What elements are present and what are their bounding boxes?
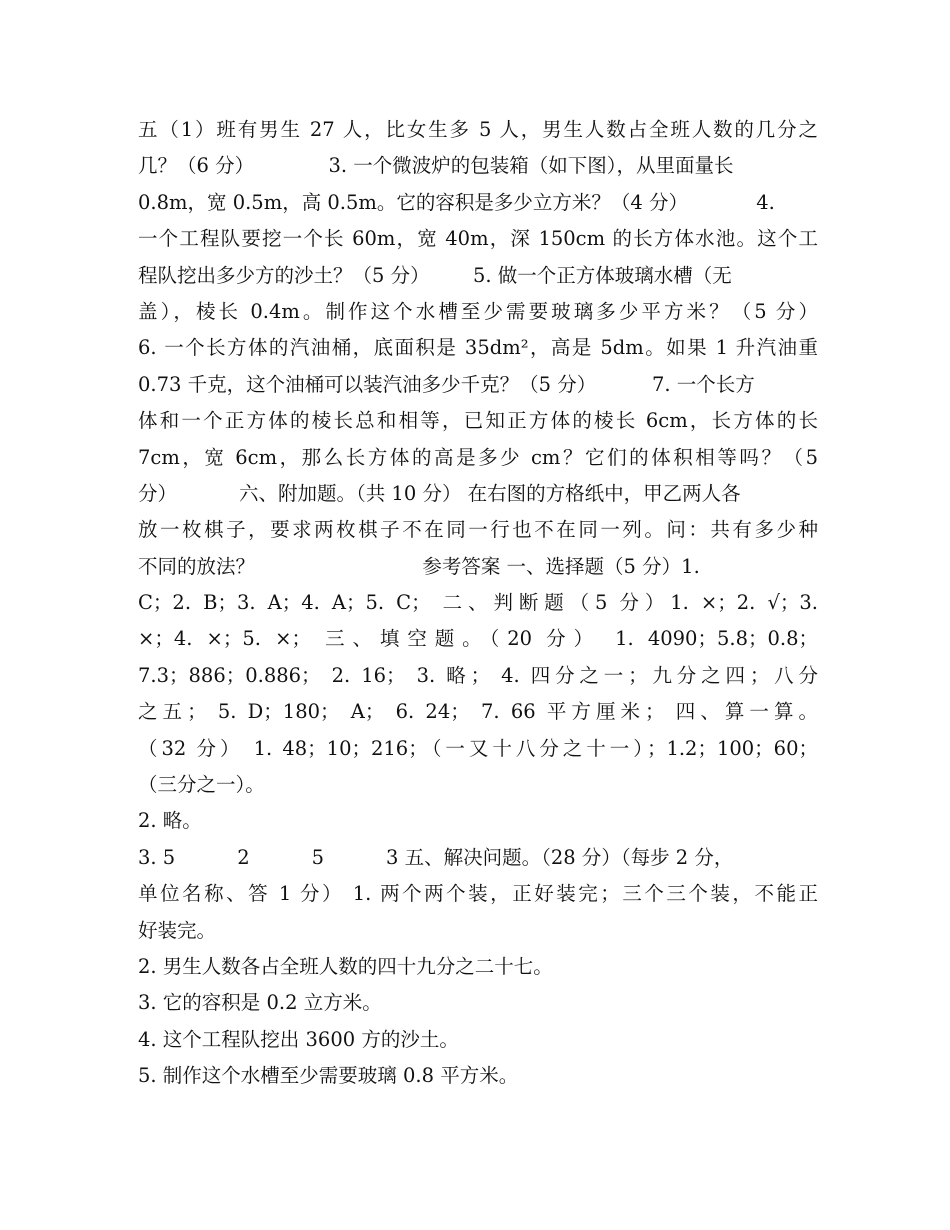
text-line: ×；4. ×；5. ×； 三、填空题。（20 分） 1. 4090；5.8；0.8； [138, 627, 818, 651]
text-line: 0.8m，宽 0.5m，高 0.5m。它的容积是多少立方米？（4 分） 4. [138, 190, 775, 214]
text-line: 7cm，宽 6cm，那么长方体的高是多少 cm？它们的体积相等吗？（5 [138, 445, 818, 469]
text-line: 体和一个正方体的棱长总和相等，已知正方体的棱长 6cm，长方体的长 [138, 409, 818, 433]
text-line: （三分之一）。 [138, 773, 265, 797]
text-line: 4. 这个工程队挖出 3600 方的沙土。 [138, 1027, 459, 1051]
text-line: 2. 略。 [138, 809, 202, 833]
document-page [138, 112, 818, 1095]
text-line: 3. 5 2 5 3 五、解决问题。（28 分）（每步 2 分， [138, 845, 734, 869]
text-line: C；2. B；3. A；4. A；5. C； 二、判断题（5 分）1. ×；2. √；3. [138, 591, 818, 615]
text-line: 程队挖出多少方的沙土？（5 分） 5. 做一个正方体玻璃水槽（无 [138, 263, 732, 287]
text-line: 7.3；886；0.886； 2. 16； 3. 略； 4. 四分之一；九分之四；八分 [138, 663, 818, 687]
text-line: 好装完。 [138, 918, 217, 942]
text-line: 0.73 千克，这个油桶可以装汽油多少千克？（5 分） 7. 一个长方 [138, 372, 755, 396]
text-line: 5. 制作这个水槽至少需要玻璃 0.8 平方米。 [138, 1064, 519, 1088]
text-line: 6. 一个长方体的汽油桶，底面积是 35dm²，高是 5dm。如果 1 升汽油重 [138, 336, 818, 360]
text-line: 不同的放法？ 参考答案 一、选择题（5 分）1. [138, 554, 700, 578]
text-line: 2. 男生人数各占全班人数的四十九分之二十七。 [138, 954, 553, 978]
text-line: 放一枚棋子，要求两枚棋子不在同一行也不在同一列。问：共有多少种 [138, 518, 818, 542]
text-line: 盖），棱长 0.4m。制作这个水槽至少需要玻璃多少平方米？（5 分） [138, 299, 818, 323]
text-line: 单位名称、答 1 分） 1. 两个两个装，正好装完；三个三个装，不能正 [138, 882, 818, 906]
text-line: 几？（6 分） 3. 一个微波炉的包装箱（如下图），从里面量长 [138, 154, 734, 178]
text-line: 3. 它的容积是 0.2 立方米。 [138, 991, 382, 1015]
text-line: 之五； 5. D；180； A； 6. 24； 7. 66 平方厘米； 四、算一算。 [138, 700, 818, 724]
text-line: 一个工程队要挖一个长 60m，宽 40m，深 150cm 的长方体水池。这个工 [138, 227, 818, 251]
text-line: 分） 六、附加题。（共 10 分） 在右图的方格纸中，甲乙两人各 [138, 481, 741, 505]
text-line: （32 分） 1. 48；10；216；（一又十八分之十一）；1.2；100；60； [138, 736, 818, 760]
text-line: 五（1）班有男生 27 人，比女生多 5 人，男生人数占全班人数的几分之 [138, 118, 818, 141]
